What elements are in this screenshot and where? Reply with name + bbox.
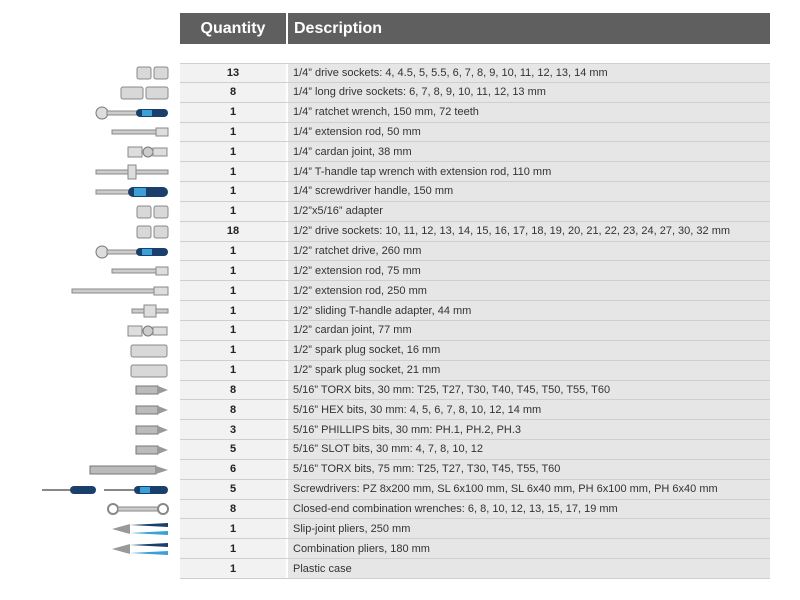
quantity-cell: 1 [180,559,286,578]
description-cell: Plastic case [288,559,770,578]
tool-image [20,242,170,262]
quantity-cell: 1 [180,142,286,161]
tool-image [20,103,170,123]
short-socket-icon [136,65,170,81]
table-row [180,142,770,162]
extension-rod-icon [110,126,170,138]
description-cell: 5/16” TORX bits, 75 mm: T25, T27, T30, T45, T55, T60 [288,460,770,479]
table-row [180,480,770,500]
description-cell: 1/2” cardan joint, 77 mm [288,321,770,340]
table-row [180,321,770,341]
t-adapter-icon [130,303,170,319]
table-row [180,222,770,242]
quantity-cell: 6 [180,460,286,479]
table-row [180,440,770,460]
pliers-icon [110,521,170,537]
quantity-cell: 1 [180,242,286,261]
tool-image [20,83,170,103]
table-row [180,301,770,321]
quantity-cell: 1 [180,301,286,320]
quantity-cell: 1 [180,539,286,558]
table-row [180,500,770,520]
tool-image [20,222,170,242]
screwdriver-handle-icon [94,184,170,200]
tool-image [20,142,170,162]
table-row [180,261,770,281]
table-row [180,519,770,539]
tool-image [20,123,170,143]
quantity-cell: 13 [180,64,286,82]
tool-image [20,420,170,440]
parts-table [180,63,770,579]
tool-image [20,480,170,500]
quantity-cell: 5 [180,480,286,499]
description-cell: Screwdrivers: PZ 8x200 mm, SL 6x100 mm, SL 6x40 mm, PH 6x100 mm, PH 6x40 mm [288,480,770,499]
quantity-cell: 18 [180,222,286,241]
quantity-cell: 1 [180,103,286,122]
cardan-joint-icon [126,144,170,160]
long-extension-rod-icon [70,285,170,297]
description-cell: 1/4” long drive sockets: 6, 7, 8, 9, 10, 11, 12, 13 mm [288,83,770,102]
bit-icon [134,403,170,417]
table-row [180,361,770,381]
description-cell: 5/16” TORX bits, 30 mm: T25, T27, T30, T40, T45, T50, T55, T60 [288,381,770,400]
quantity-cell: 5 [180,440,286,459]
spark-plug-socket-icon [130,343,170,359]
screwdrivers-icon [40,483,170,497]
description-cell: 1/4” ratchet wrench, 150 mm, 72 teeth [288,103,770,122]
table-row [180,103,770,123]
quantity-cell: 1 [180,202,286,221]
table-row [180,63,770,83]
quantity-cell: 8 [180,83,286,102]
tool-image [20,539,170,559]
quantity-cell: 8 [180,381,286,400]
tool-images-column [20,63,170,579]
quantity-cell: 1 [180,341,286,360]
tool-image [20,361,170,381]
quantity-cell: 1 [180,162,286,181]
table-row [180,381,770,401]
tool-image [20,559,170,579]
description-cell: 1/4” T-handle tap wrench with extension rod, 110 mm [288,162,770,181]
quantity-cell: 1 [180,281,286,300]
bit-icon [134,383,170,397]
table-row [180,460,770,480]
description-cell: 1/2” extension rod, 250 mm [288,281,770,300]
quantity-header: Quantity [180,13,286,44]
description-cell: Combination pliers, 180 mm [288,539,770,558]
description-cell: 1/2” sliding T-handle adapter, 44 mm [288,301,770,320]
tool-image [20,341,170,361]
tool-image [20,63,170,83]
tool-image [20,202,170,222]
table-row [180,182,770,202]
quantity-cell: 1 [180,261,286,280]
description-cell: 1/2” spark plug socket, 16 mm [288,341,770,360]
description-cell: 1/2” ratchet drive, 260 mm [288,242,770,261]
description-cell: 1/4” cardan joint, 38 mm [288,142,770,161]
table-header [180,13,770,44]
table-row [180,202,770,222]
table-row [180,420,770,440]
tool-image [20,281,170,301]
tool-image [20,500,170,520]
tool-image [20,182,170,202]
tool-image [20,440,170,460]
table-row [180,539,770,559]
ratchet-icon [94,105,170,121]
ratchet-icon [94,244,170,260]
description-cell: Slip-joint pliers, 250 mm [288,519,770,538]
pliers-icon [110,541,170,557]
long-bit-icon [88,463,170,477]
quantity-cell: 8 [180,400,286,419]
tool-image [20,261,170,281]
description-cell: 1/4” drive sockets: 4, 4.5, 5, 5.5, 6, 7, 8, 9, 10, 11, 12, 13, 14 mm [288,64,770,82]
quantity-cell: 3 [180,420,286,439]
tool-image [20,162,170,182]
quantity-cell: 1 [180,182,286,201]
description-cell: 5/16” HEX bits, 30 mm: 4, 5, 6, 7, 8, 10, 12, 14 mm [288,400,770,419]
table-row [180,281,770,301]
description-cell: 1/2” spark plug socket, 21 mm [288,361,770,380]
quantity-cell: 8 [180,500,286,519]
tool-image [20,400,170,420]
tool-image [20,381,170,401]
table-row [180,123,770,143]
description-cell: 5/16” PHILLIPS bits, 30 mm: PH.1, PH.2, PH.3 [288,420,770,439]
table-row [180,341,770,361]
table-row [180,559,770,579]
short-socket-icon [136,224,170,240]
table-row [180,162,770,182]
tool-image [20,301,170,321]
spark-plug-socket-icon [130,363,170,379]
wrench-icon [106,502,170,516]
quantity-cell: 1 [180,361,286,380]
tool-image [20,519,170,539]
table-row [180,400,770,420]
description-cell: 1/4” screwdriver handle, 150 mm [288,182,770,201]
quantity-cell: 1 [180,321,286,340]
adapter-icon [136,204,170,220]
bit-icon [134,423,170,437]
description-cell: Closed-end combination wrenches: 6, 8, 10, 12, 13, 15, 17, 19 mm [288,500,770,519]
description-header: Description [288,13,770,44]
description-cell: 1/2”x5/16” adapter [288,202,770,221]
bit-icon [134,443,170,457]
table-row [180,242,770,262]
t-handle-icon [94,164,170,180]
description-cell: 1/2” drive sockets: 10, 11, 12, 13, 14, 15, 16, 17, 18, 19, 20, 21, 22, 23, 24, 27, 30, 32 mm [288,222,770,241]
table-row [180,83,770,103]
description-cell: 5/16” SLOT bits, 30 mm: 4, 7, 8, 10, 12 [288,440,770,459]
description-cell: 1/2” extension rod, 75 mm [288,261,770,280]
cardan-joint-icon [126,323,170,339]
tool-image [20,460,170,480]
quantity-cell: 1 [180,123,286,142]
description-cell: 1/4” extension rod, 50 mm [288,123,770,142]
tool-image [20,321,170,341]
long-socket-icon [120,85,170,101]
extension-rod-icon [110,265,170,277]
quantity-cell: 1 [180,519,286,538]
